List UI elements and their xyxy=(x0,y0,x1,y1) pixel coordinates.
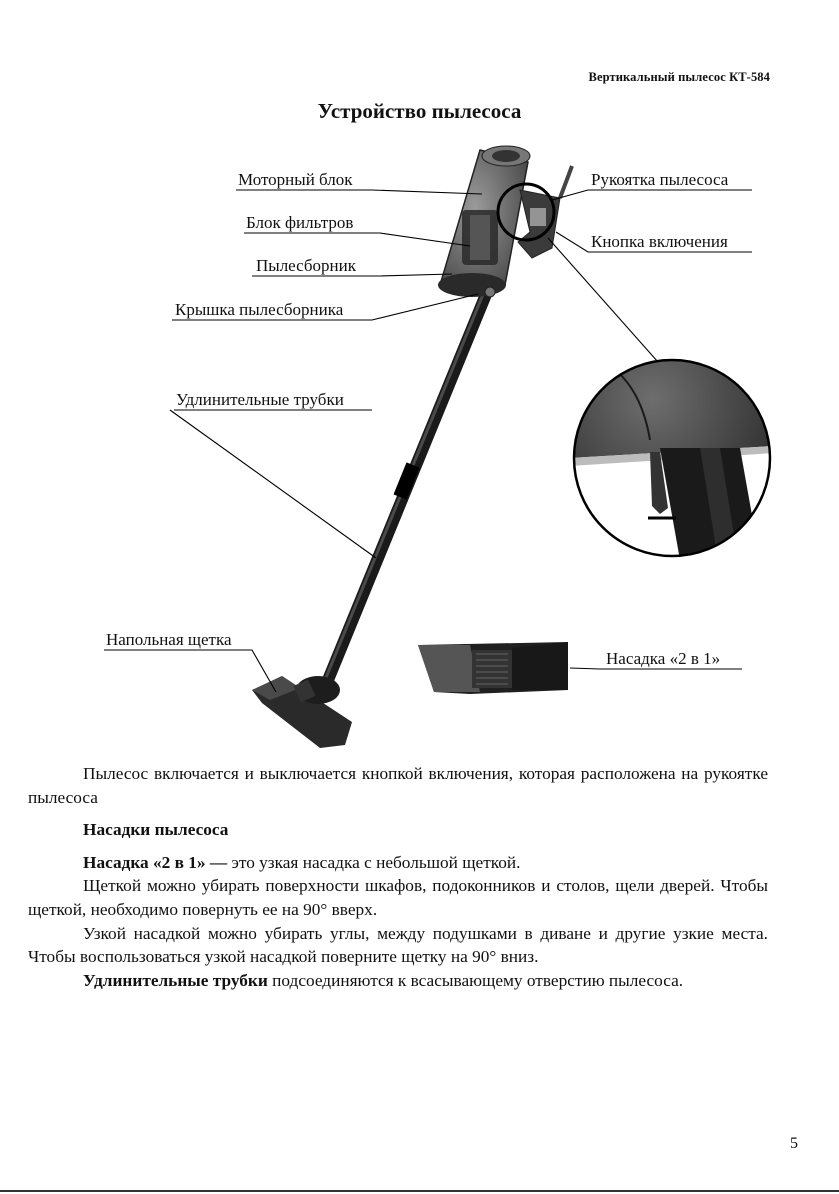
label-power-button: Кнопка включения xyxy=(591,232,728,251)
label-dust-container: Пылесборник xyxy=(256,256,357,275)
nozzle-description: это узкая насадка с небольшой щеткой. xyxy=(227,852,521,872)
tubes-term: Удлинительные трубки xyxy=(83,970,268,990)
page-title: Устройство пылесоса xyxy=(317,99,522,123)
tubes-description: подсоединяются к всасывающему отверстию пылесоса. xyxy=(267,970,684,990)
label-dust-container-lid: Крышка пылесборника xyxy=(175,300,344,319)
label-floor-brush: Напольная щетка xyxy=(106,630,232,649)
label-filter-block: Блок фильтров xyxy=(246,213,354,232)
label-extension-tubes: Удлинительные трубки xyxy=(176,390,344,409)
label-handle: Рукоятка пылесоса xyxy=(591,170,729,189)
running-header: Вертикальный пылесос КТ-584 xyxy=(588,70,770,84)
handle-shape xyxy=(518,166,572,258)
paragraph-power: Пылесос включается и выключается кнопкой включения, которая расположена на рукоятке пылесоса xyxy=(28,764,768,807)
body-text xyxy=(28,762,768,992)
label-motor-block: Моторный блок xyxy=(238,170,353,189)
page-number: 5 xyxy=(790,1135,798,1152)
section-heading xyxy=(28,818,768,842)
paragraph-narrow-use: Узкой насадкой можно убирать углы, между подушками в диване и другие узкие места. Чтобы воспользоваться узкой насадкой поверните щетку на 90° вниз. xyxy=(28,923,768,967)
extension-tube-shape xyxy=(325,292,487,680)
label-nozzle-2in1: Насадка «2 в 1» xyxy=(606,649,721,668)
paragraph-nozzle xyxy=(28,851,768,875)
paragraph-brush-use: Щеткой можно убирать поверхности шкафов, подоконников и столов, щели дверей. Чтобы щеткой, необходимо повернуть ее на 90° вверх. xyxy=(28,876,768,919)
nozzle-term: Насадка «2 в 1» — xyxy=(83,852,228,872)
zoom-detail xyxy=(570,360,790,560)
section-heading-text: Насадки пылесоса xyxy=(83,820,229,840)
paragraph-tubes xyxy=(28,969,768,993)
bottom-rule xyxy=(0,1190,839,1192)
nozzle-2in1-shape xyxy=(418,642,568,694)
floor-brush-shape xyxy=(252,676,352,748)
